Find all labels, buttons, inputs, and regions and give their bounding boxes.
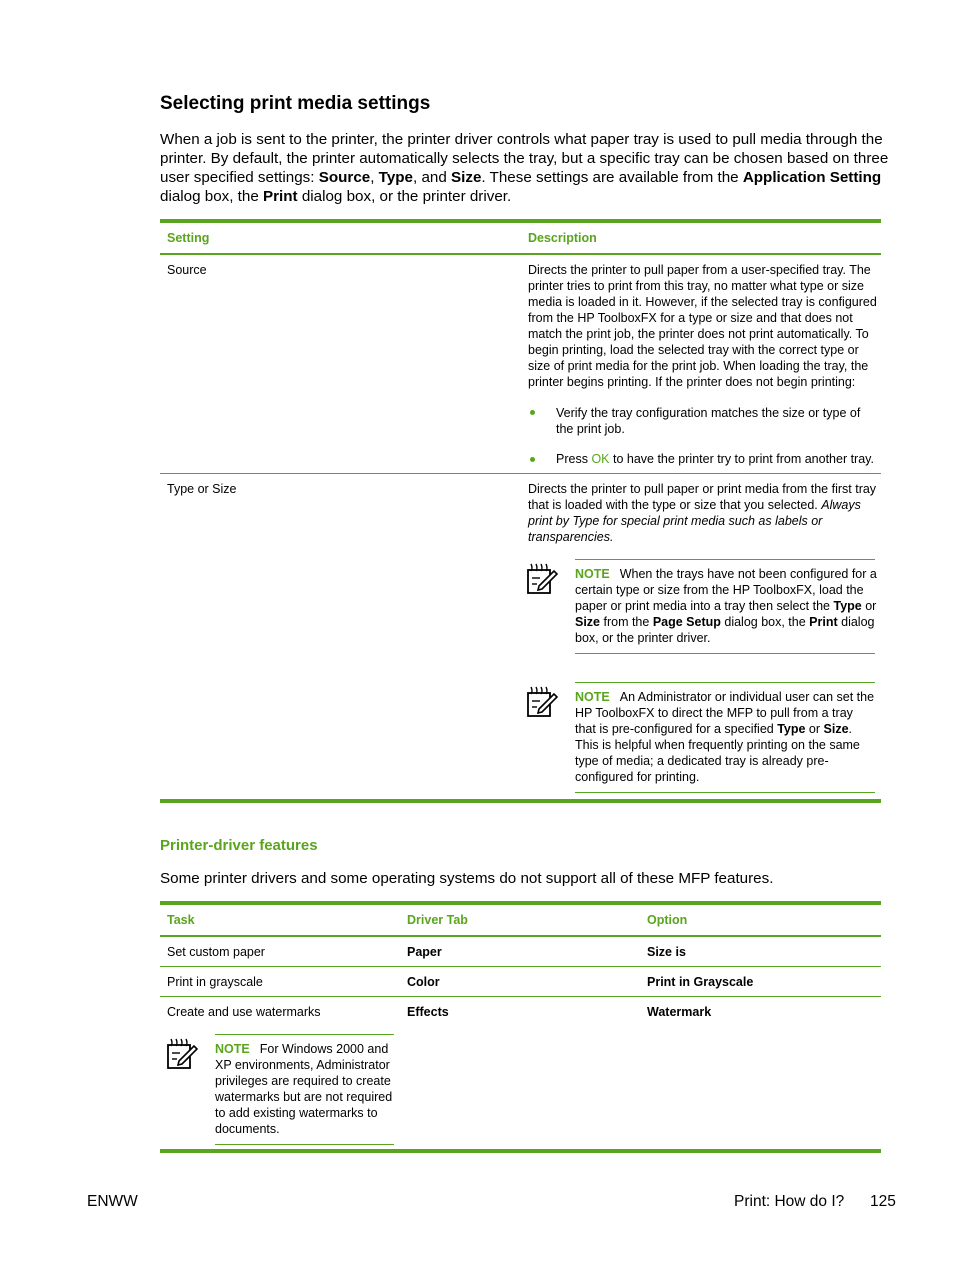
bullet-verify-tray: Verify the tray configuration matches the size or type of the print job. [556,406,861,436]
type-size-description: Directs the printer to pull paper or print media from the first tray that is loaded with the type or size that you selected. Always print by Type for special print media such as labels or transparencies. [528,482,877,544]
note-bottom-rule [575,653,875,654]
subsection-title: Printer-driver features [160,837,318,854]
footer-section: Print: How do I? [734,1193,845,1210]
note-top-rule [575,559,875,560]
table-row-task: Print in grayscale [167,975,263,989]
footer-left: ENWW [87,1193,138,1210]
row-divider [160,966,881,967]
note-top-rule [215,1034,394,1035]
table-top-rule [160,219,881,223]
bullet-icon [530,410,535,415]
bullet-press-ok: Press OK to have the printer try to print from another tray. [556,452,874,466]
table-row-option: Watermark [647,1005,712,1019]
source-description: Directs the printer to pull paper from a user-specified tray. The printer tries to print from this tray, no matter what type or size media is loaded in it. However, if the selected tray is configured from the HP ToolboxFX for a type or size and that does not match the print job, the printer does not print automatically. To begin printing, load the selected tray with the correct type or size of print media for the print job. When loading the tray, the printer begins printing. If the printer does not begin printing: [528,263,877,389]
header-rule [160,253,881,255]
note-icon [526,685,558,719]
bullet-icon [530,457,535,462]
setting-source: Source [167,263,207,277]
table-row-tab: Color [407,975,440,989]
header-driver-tab: Driver Tab [407,913,468,927]
table-row-task: Set custom paper [167,945,265,959]
table-row-tab: Paper [407,945,442,959]
table-bottom-rule [160,799,881,803]
note-bottom-rule [215,1144,394,1145]
table-row-task: Create and use watermarks [167,1005,321,1019]
subsection-paragraph: Some printer drivers and some operating systems do not support all of these MFP features. [160,870,774,887]
table-top-rule [160,901,881,905]
section-title: Selecting print media settings [160,93,431,114]
header-description: Description [528,231,597,245]
table-row-option: Print in Grayscale [647,975,754,989]
note-bottom-rule [575,792,875,793]
header-setting: Setting [167,231,210,245]
page-number: 125 [870,1193,896,1210]
table-bottom-rule [160,1149,881,1153]
table-row-tab: Effects [407,1005,449,1019]
setting-type-or-size: Type or Size [167,482,237,496]
note-trays-not-configured: NOTE When the trays have not been configured for a certain type or size from the HP ToolboxFX, load the paper or print media into a tray then select the Type or Size from the Page Setup dialog box, the Print dialog box, or the printer driver. [575,567,877,645]
intro-paragraph: When a job is sent to the printer, the printer driver controls what paper tray is used to pull media through the printer. By default, the printer automatically selects the tray, but a specific tray can be chosen based on three user specified settings: Source, Type, and Size. These settings are available from the Application Setting dialog box, the Print dialog box, or the printer driver. [160,131,889,205]
header-task: Task [167,913,195,927]
note-icon [166,1037,198,1071]
note-administrator: NOTE An Administrator or individual user can set the HP ToolboxFX to direct the MFP to pull from a tray that is pre-configured for a specified Type or Size. This is helpful when frequently printing on the same type of media; a dedicated tray is already pre-configured for printing. [575,690,875,784]
note-top-rule [575,682,875,683]
header-option: Option [647,913,688,927]
table-row-option: Size is [647,945,686,959]
note-icon [526,562,558,596]
note-watermarks: NOTE For Windows 2000 and XP environments, Administrator privileges are required to create watermarks but are not required to add existing watermarks to documents. [215,1042,393,1136]
header-rule [160,935,881,937]
row-divider [160,996,881,997]
row-divider [160,473,881,474]
